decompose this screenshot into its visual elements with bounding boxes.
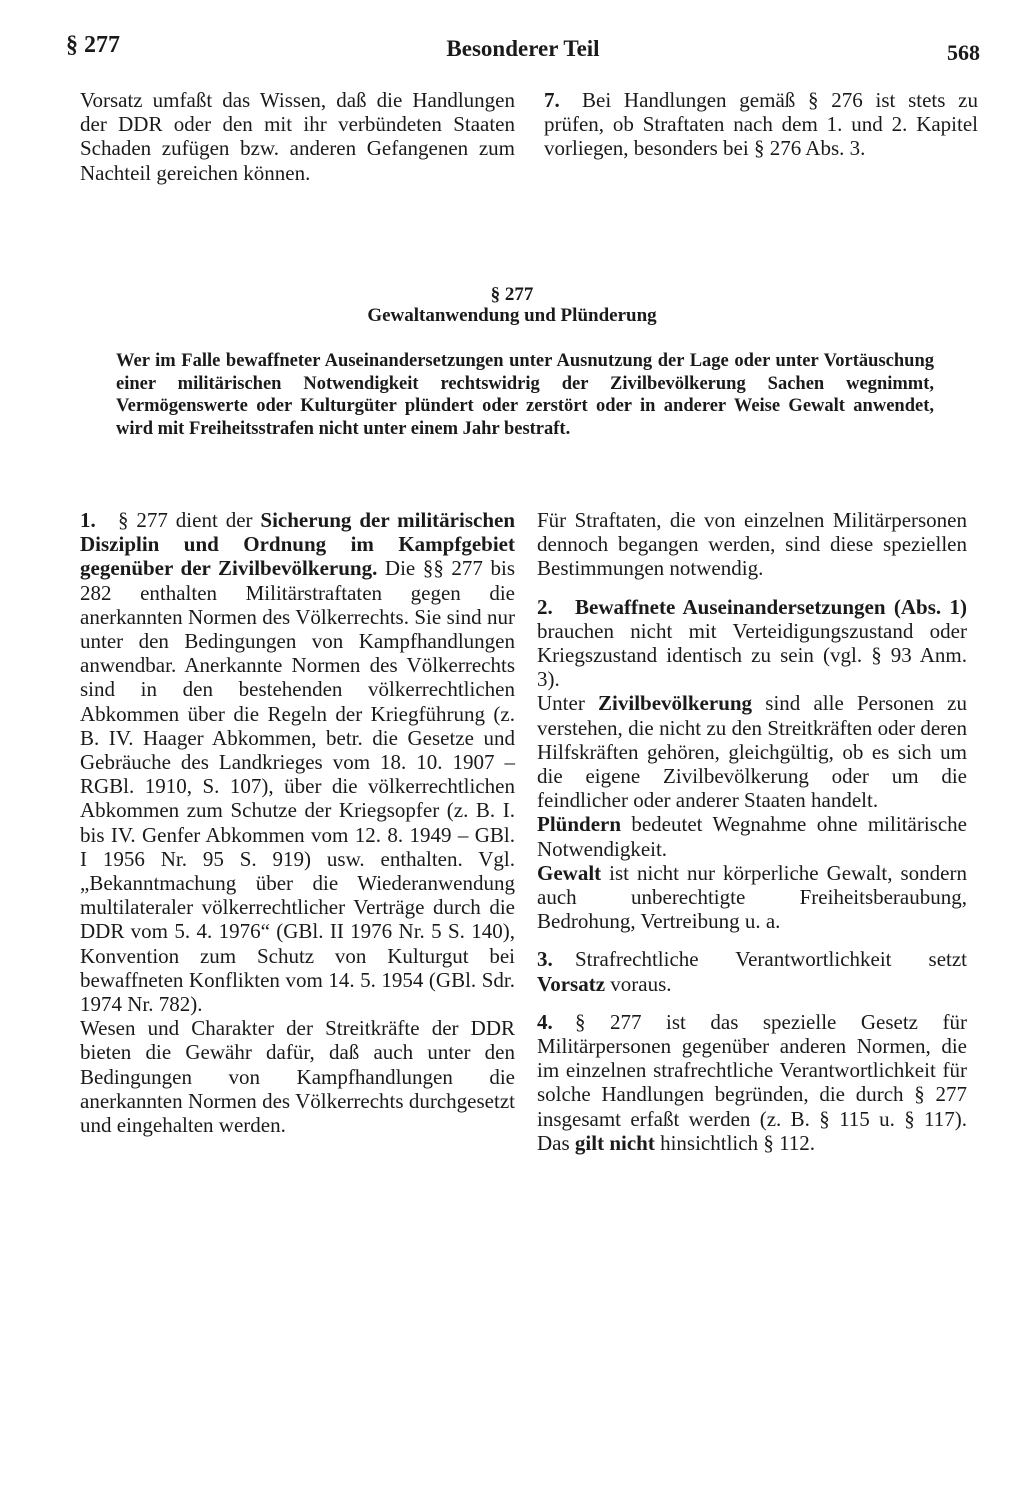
commentary-right-column [537,508,967,1155]
emphasis: Gewalt [537,860,602,885]
note-2: 2. Bewaffnete Auseinandersetzungen (Abs. 1) brauchen nicht mit Verteidigungszustand oder Kriegszustand identisch zu sein (vgl. § 93 Anm. 3). [537,594,967,692]
note-2-plunder: Plündern bedeutet Wegnahme ohne militärische Notwendigkeit. [537,812,967,861]
note-number: 7. [544,88,560,112]
note-number: 4. [537,1009,553,1034]
emphasis: Bewaffnete Auseinandersetzungen (Abs. 1) [575,594,967,619]
page-number: 568 [947,40,980,65]
note-1-continuation: Für Straftaten, die von einzelnen Militärpersonen dennoch begangen werden, sind diese speziellen Bestimmungen notwendig. [537,508,967,581]
running-header [66,32,980,68]
note-7 [544,88,978,161]
statute-text: Wer im Falle bewaffneter Auseinandersetzungen unter Ausnutzung der Lage oder unter Vortäuschung einer militärischen Notwendigkeit rechtswidrig der Zivilbevölkerung Sachen wegnimmt, Vermögenswerte oder Kulturgüter plündert oder zerstört oder in anderer Weise Gewalt anwendet, wird mit Freiheitsstrafen nicht unter einem Jahr bestraft. [116,351,934,439]
note-number: 3. [537,947,553,972]
top-left-column [80,88,515,185]
note-4: 4. § 277 ist das spezielle Gesetz für Militärpersonen gegenüber anderen Normen, die im einzelnen strafrechtliche Verantwortlichkeit für solche Handlungen begründen, die durch § 277 insgesamt erfaßt werden (z. B. § 115 u. § 117). Das gilt nicht hinsichtlich § 112. [537,1009,967,1155]
header-section: § 277 [66,32,120,58]
previous-commentary-end: Vorsatz umfaßt das Wissen, daß die Handlungen der DDR oder den mit ihr verbündeten Staaten Schaden zufügen bzw. anderen Gefangenen zum Nachteil gereichen können. [80,88,515,185]
note-1: 1. § 277 dient der Sicherung der militärischen Disziplin und Ordnung im Kampfgebiet gegenüber der Zivilbevölkerung. Die §§ 277 bis 282 enthalten Militärstraftaten gegen die anerkannten Normen des Völkerrechts. Sie sind nur unter den Bedingungen von Kampfhandlungen anwendbar. Anerkannte Normen des Völkerrechts sind in den bestehenden völkerrechtlichen Abkommen über die Regeln der Kriegführung (z. B. IV. Haager Abkommen, betr. die Gesetze und Gebräuche des Landkrieges vom 18. 10. 1907 – RGBl. 1910, S. 107), über die völkerrechtlichen Abkommen zum Schutze der Kriegsopfer (z. B. I. bis IV. Genfer Abkommen vom 12. 8. 1949 – GBl. I 1956 Nr. 95 S. 919) usw. enthalten. Vgl. „Bekanntmachung über die Wiederanwendung multilateraler völkerrechtlicher Verträge durch die DDR vom 5. 4. 1976“ (GBl. II 1976 Nr. 5 S. 140), Konvention zum Schutz von Kulturgut bei bewaffneten Konflikten vom 14. 5. 1954 (GBl. Sdr. 1974 Nr. 782). [80,508,515,1017]
note-number: 1. [80,508,96,532]
emphasis: Sicherung der militärischen Disziplin und Ordnung im Kampfgebiet gegenüber der Zivilbevölkerung. [80,508,515,581]
section-title: Gewaltanwendung und Plünderung [367,305,657,326]
emphasis: Vorsatz [537,971,606,996]
top-right-column [544,88,978,161]
note-2-force: Gewalt ist nicht nur körperliche Gewalt, sondern auch unberechtigte Freiheitsberaubung, Bedrohung, Vertreibung u. a. [537,860,967,934]
emphasis: Plündern [537,812,622,837]
note-number: 2. [537,594,553,619]
note-text: Bei Handlungen gemäß § 276 ist stets zu prüfen, ob Straftaten nach dem 1. und 2. Kapitel vorliegen, besonders bei § 276 Abs. 3. [544,88,978,161]
commentary-left-column [80,508,515,1137]
note-1-paragraph-2: Wesen und Charakter der Streitkräfte der DDR bieten die Gewähr dafür, daß auch unter den Bedingungen von Kampfhandlungen die anerkannten Normen des Völkerrechts durchgesetzt und eingehalten werden. [80,1016,515,1138]
section-number: § 277 [490,284,534,305]
note-2-civilians: Unter Zivilbevölkerung sind alle Personen zu verstehen, die nicht zu den Streitkräften oder deren Hilfskräften gehören, gleichgültig, ob es sich um die eigene Zivilbevölkerung oder um die feindlicher oder anderer Staaten handelt. [537,691,967,813]
header-part-title: Besonderer Teil [446,36,600,61]
emphasis: gilt nicht [574,1130,655,1155]
note-3: 3. Strafrechtliche Verantwortlichkeit setzt Vorsatz voraus. [537,947,967,996]
emphasis: Zivilbevölkerung [598,691,753,716]
